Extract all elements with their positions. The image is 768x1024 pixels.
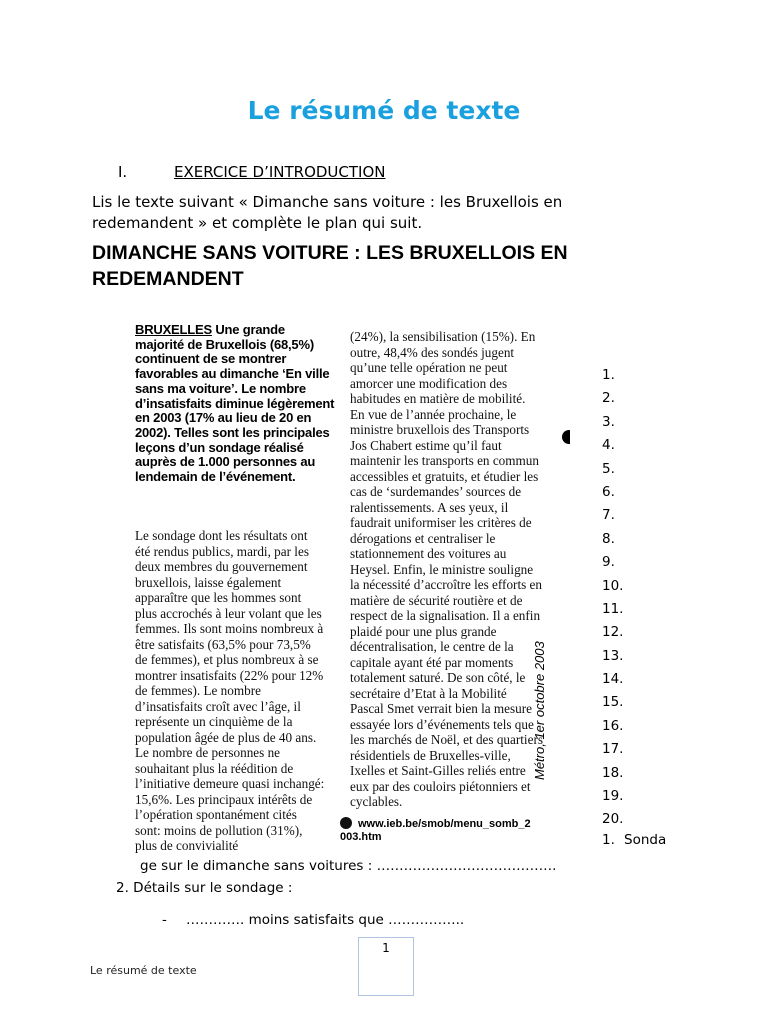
article-source: Métro, 1er octobre 2003 <box>532 641 547 780</box>
outline-item-1-continuation: ge sur le dimanche sans voitures : …………………………………. <box>140 858 557 874</box>
list-item: 1. <box>602 367 615 383</box>
list-item: 20. <box>602 811 624 828</box>
section-label: EXERCICE D’INTRODUCTION <box>174 163 386 181</box>
outline-item-2: 2. Détails sur le sondage : <box>116 880 293 896</box>
bullet-icon <box>340 817 352 829</box>
scan-mark-icon <box>562 430 570 444</box>
article-lead-text: Une grande majorité de Bruxellois (68,5%) continuent de se montrer favorables au dimanche ‘En ville sans ma voiture’. Le nombre d’insatisfaits diminue légèrement en 2003 (17% au lieu de 20 en 2002). Telles sont les principales leçons d’un sondage réalisé auprès de 1.000 personnes au lendemain de l’événement. <box>135 322 335 485</box>
page-title: Le résumé de texte <box>247 96 521 125</box>
list-item: 11. <box>602 600 624 617</box>
list-item: 13. <box>602 647 624 664</box>
outline-item-1-number: 1. <box>602 832 615 848</box>
list-item: 14. <box>602 671 624 688</box>
list-item: 2. <box>602 390 615 407</box>
list-item: 12. <box>602 624 624 641</box>
list-item: 7. <box>602 507 615 524</box>
subitem-text: …………. moins satisfaits que …………….. <box>186 912 465 928</box>
article-url <box>340 817 550 844</box>
article-headline: DIMANCHE SANS VOITURE : LES BRUXELLOIS EN REDEMANDENT <box>92 242 568 290</box>
article-right-column: (24%), la sensibilisation (15%). En outre, 48,4% des sondés jugent qu’une telle opération ne peut amorcer une modification des habitudes en matière de mobilité. En vue de l’année prochaine, le ministre bruxellois des Transports Jos Chabert estime qu’il faut maintenir les transports en commun accessibles et gratuits, et étudier les cas de ‘surdemandes’ sources de ralentissements. A ses yeux, il faudrait uniformiser les critères de dérogations et centraliser le stationnement des voitures au Heysel. Enfin, le ministre souligne la nécessité d’accroître les efforts en matière de sécurité routière et de respect de la signalisation. Il a enfin plaidé pour une plus grande décentralisation, le centre de la capitale ayant été par moments totalement saturé. De son côté, le secrétaire d’Etat à la Mobilité Pascal Smet verrait bien la mesure essayée lors d’événements tels que les marchés de Noël, et des quartiers résidentiels de Bruxelles-ville, Ixelles et Saint-Gilles reliés entre eux par des couloirs piétonniers et cyclables. <box>350 329 543 809</box>
list-item: 16. <box>602 717 624 734</box>
footer-text: Le résumé de texte <box>90 964 197 977</box>
intro-text: Lis le texte suivant « Dimanche sans voiture : les Bruxellois en redemandent » et complète le plan qui suit. <box>92 193 563 232</box>
article-url-text: www.ieb.be/smob/menu_somb_2 003.htm <box>340 818 531 843</box>
list-item: 10. <box>602 577 624 594</box>
list-item: 15. <box>602 694 624 711</box>
section-heading <box>118 163 386 181</box>
list-item: 4. <box>602 437 615 454</box>
list-item: 17. <box>602 741 624 758</box>
list-item: 19. <box>602 788 624 805</box>
outline-subitem <box>162 912 464 928</box>
list-item: 9. <box>602 554 615 571</box>
outline-item-1-start: Sonda <box>624 832 667 848</box>
subitem-dash: - <box>162 912 167 928</box>
article-left-column: Le sondage dont les résultats ont été rendus publics, mardi, par les deux membres du gouvernement bruxellois, laisse également apparaître que les hommes sont plus accrochés à leur volant que les femmes. Ils sont moins nombreux à être satisfaits (63,5% pour 73,5% de femmes), et plus nombreux à se montrer insatisfaits (22% pour 12% de femmes). Le nombre d’insatisfaits croît avec l’âge, il représente un cinquième de la population âgée de plus de 40 ans. Le nombre de personnes ne souhaitant plus la réédition de l’initiative demeure quasi inchangé: 15,6%. Les principaux intérêts de l’opération spontanément cités sont: moins de pollution (31%), plus de convivialité <box>135 528 325 853</box>
article-place: BRUXELLES <box>135 322 212 337</box>
page-number: 1 <box>358 937 414 966</box>
outline-item-1 <box>602 832 666 848</box>
list-item: 5. <box>602 460 615 477</box>
numbered-list <box>602 364 623 832</box>
list-item: 3. <box>602 413 615 430</box>
list-item: 18. <box>602 764 624 781</box>
section-number: I. <box>118 163 128 181</box>
list-item: 8. <box>602 530 615 547</box>
article-lead <box>135 323 335 485</box>
list-item: 6. <box>602 483 615 500</box>
page-number-box <box>358 965 414 996</box>
